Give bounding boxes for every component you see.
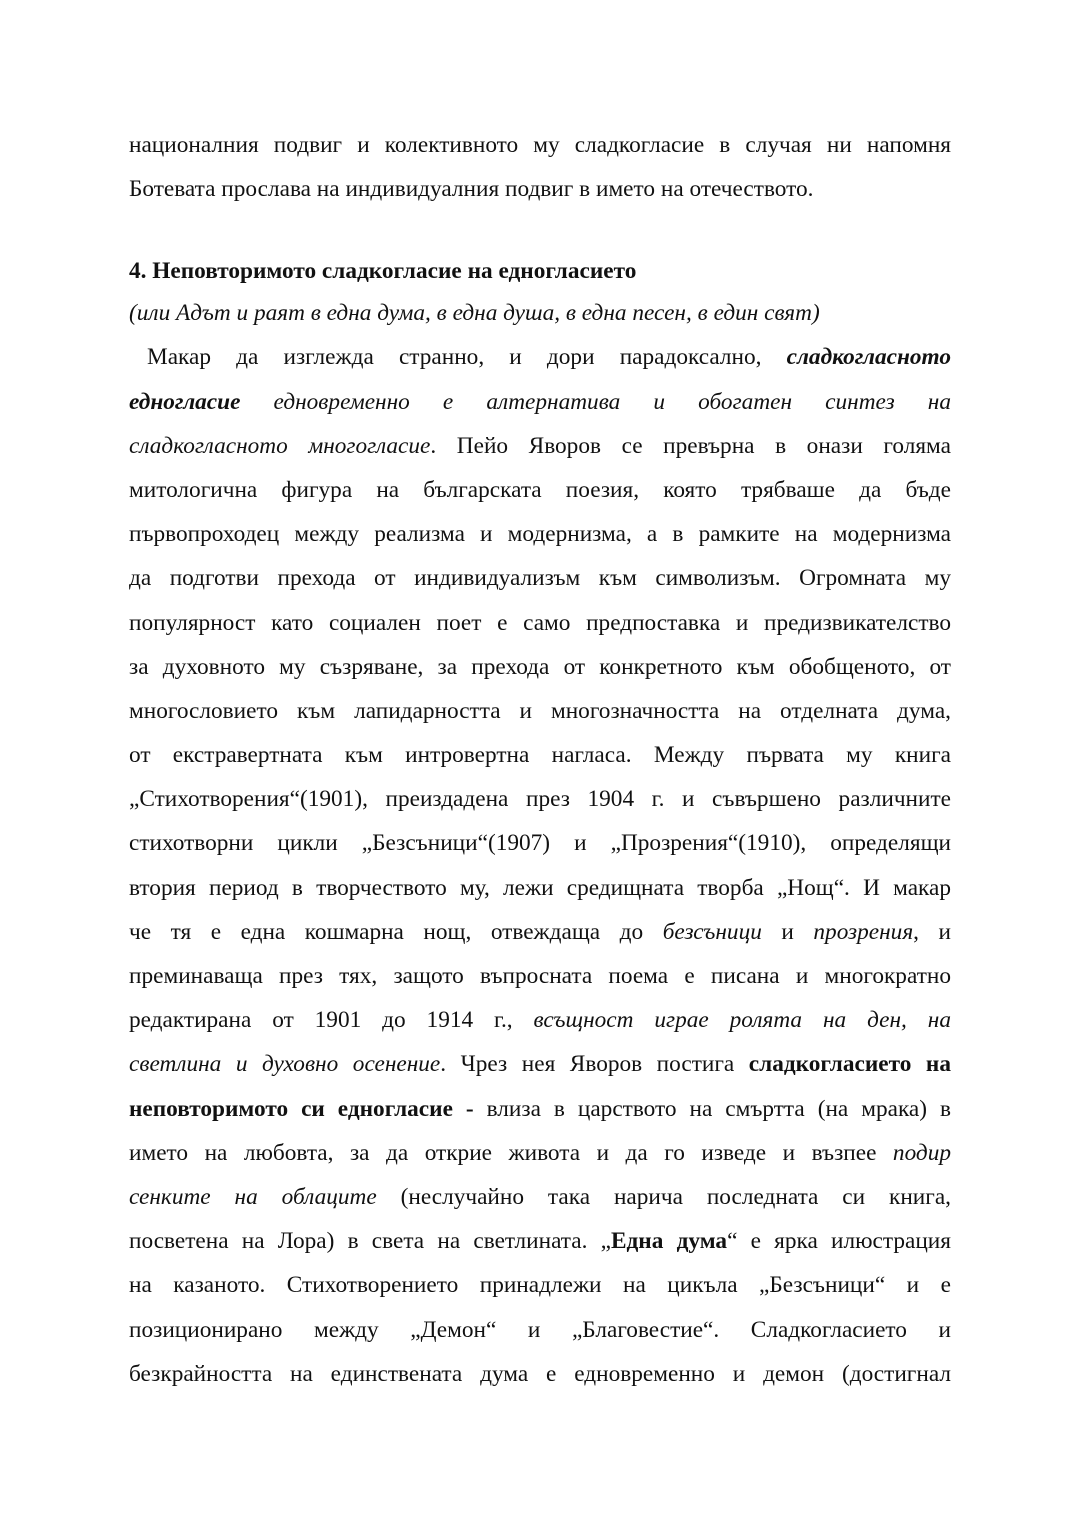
text-line: многословието към лапидарността и многозначността на отделната дума, [129,697,951,724]
text-line: позиционирано между „Демон“ и „Благовестие“. Сладкогласието и [129,1316,951,1343]
text-line: преминаваща през тях, защото въпросната поема е писана и многократно [129,963,951,989]
text-line: безкрайността на единствената дума е едновременно и демон (достигнал [129,1360,951,1387]
text-line: сенките на облаците (неслучайно така нарича последната си книга, [129,1183,951,1210]
text-line: редактирана от 1901 до 1914 г., всъщност играе ролята на ден, на [129,1007,951,1034]
text-line: националния подвиг и колективното му сладкогласие в случая ни напомня [129,132,951,158]
text-line: че тя е една кошмарна нощ, отвеждаща до безсъници и прозрения, и [129,918,951,945]
text-line: Ботевата прослава на индивидуалния подвиг в името на отечеството. [129,176,814,203]
text-line: от екстравертната към интровертна нагласа. Между първата му книга [129,742,951,769]
text-line: „Стихотворения“(1901), преиздадена през 1904 г. и съвършено различните [129,786,951,813]
text-line: неповторимото си едногласие - влиза в царството на смъртта (на мрака) в [129,1095,951,1122]
text-line: светлина и духовно осенение. Чрез нея Яворов постига сладкогласието на [129,1051,951,1078]
text-line: едногласие едновременно е алтернатива и обогатен синтез на [129,388,951,415]
text-line: за духовното му съзряване, за прехода от конкретното към обобщеното, от [129,653,951,680]
section-heading: 4. Неповторимото сладкогласие на едногласието [129,258,637,285]
text-line: Макар да изглежда странно, и дори парадоксално, сладкогласното [147,344,951,371]
text-line: стихотворни цикли „Безсъници“(1907) и „Прозрения“(1910), определящи [129,830,951,857]
body-paragraph [129,335,951,1396]
text-line: сладкогласното многогласие. Пейо Яворов се превърна в онази голяма [129,432,951,459]
document-page [129,123,951,1396]
text-line: популярност като социален поет е само предпоставка и предизвикателство [129,609,951,636]
text-line: първопроходец между реализма и модернизма, а в рамките на модернизма [129,521,951,548]
text-line: посветена на Лора) в света на светлината. „Една дума“ е ярка илюстрация [129,1228,951,1255]
text-line: митологична фигура на българската поезия, която трябваше да бъде [129,476,951,503]
text-line: на казаното. Стихотворението принадлежи на цикъла „Безсъници“ и е [129,1272,951,1299]
text-line: да подготви прехода от индивидуализъм към символизъм. Огромната му [129,565,951,592]
section-subheading: (или Адът и раят в една дума, в една душа, в една песен, в един свят) [129,300,820,327]
paragraph-gap [129,211,951,251]
text-line: името на любовта, за да открие живота и да го изведе и възпее подир [129,1139,951,1166]
text-line: втория период в творчеството му, лежи средищната творба „Нощ“. И макар [129,874,951,901]
